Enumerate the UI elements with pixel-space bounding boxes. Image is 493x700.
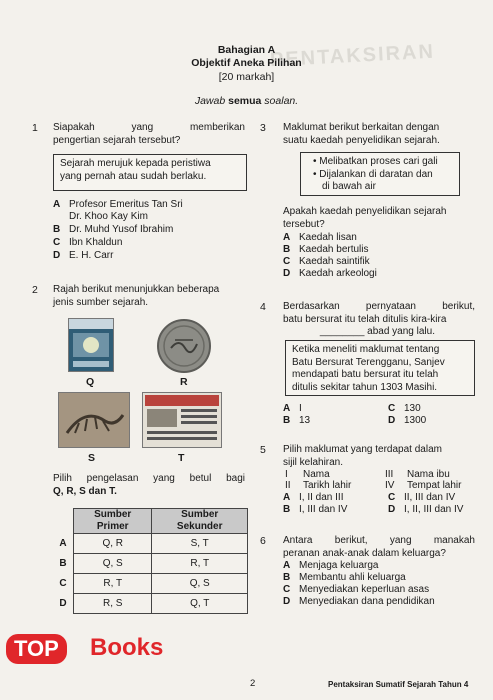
q3-option-c[interactable]: C Kaedah saintifik [283,256,370,267]
q5-item-1: I Nama [285,469,330,480]
q6-option-b[interactable]: B Membantu ahli keluarga [283,572,406,583]
section-subtitle: Objektif Aneka Pilihan [191,57,302,69]
q1-option-c[interactable]: C Ibn Khaldun [53,237,123,248]
q3-text: Maklumat berikut berkaitan dengan suatu kaedah penyelidikan sejarah. [283,122,440,146]
label-t: T [178,452,185,464]
q1-text: Siapakah yang memberikan pengertian sejarah tersebut? [53,122,245,146]
q2-text: Rajah berikut menunjukkan beberapa jenis sumber sejarah. [53,284,220,308]
table-row-a[interactable]: A Q, R S, T [53,534,248,554]
q5-item-4: IV Tempat lahir [385,480,462,491]
instruction: Jawab semua soalan. [194,95,299,107]
source-image-r [155,318,213,374]
q3-option-b[interactable]: B Kaedah bertulis [283,244,369,255]
q6-option-c[interactable]: C Menyediakan keperluan asas [283,584,430,595]
q4-text: Berdasarkan pernyataan berikut, batu bersurat itu telah ditulis kira-kira ________ abad yang lalu. [283,301,475,337]
q5-number: 5 [260,444,266,456]
q5-option-c[interactable]: C II, III dan IV [388,492,456,503]
q6-number: 6 [260,535,266,547]
section-title: Bahagian A [217,44,276,56]
q1-number: 1 [32,122,38,134]
q1-option-b[interactable]: B Dr. Muhd Yusof Ibrahim [53,224,174,235]
magazine-icon [69,319,113,371]
q4-option-a[interactable]: A I [283,403,302,414]
q5-item-2: II Tarikh lahir [285,480,352,491]
newspaper-icon [143,393,221,447]
q6-text: Antara berikut, yang manakah peranan anak-anak dalam keluarga? [283,535,475,559]
q1-box: Sejarah merujuk kepada peristiwa yang pernah atau sudah berlaku. [53,154,247,191]
topbooks-logo-top: TOP [6,634,67,664]
q1-option-a[interactable]: A Profesor Emeritus Tan Sri [53,199,183,210]
col-header-primer: Sumber Primer [74,509,152,534]
q4-option-d[interactable]: D 1300 [388,415,427,426]
section-marks: [20 markah] [218,71,275,83]
watermark: PENTAKSIRAN [269,40,436,72]
q3-prompt: Apakah kaedah penyelidikan sejarah tersebut? [283,206,447,230]
q2-number: 2 [32,284,38,296]
q4-number: 4 [260,301,266,313]
topbooks-logo-books: Books [90,634,164,661]
q5-option-d[interactable]: D I, II, III dan IV [388,504,464,515]
label-r: R [180,376,188,388]
page-number: 2 [250,678,256,689]
table-row-b[interactable]: B Q, S R, T [53,554,248,574]
q3-box: • Melibatkan proses cari gali • Dijalankan di daratan dan di bawah air [300,152,460,196]
label-q: Q [86,376,95,388]
table-row-c[interactable]: C R, T Q, S [53,574,248,594]
label-s: S [88,452,96,464]
col-header-sekunder: Sumber Sekunder [152,509,248,534]
q1-option-a-cont: Dr. Khoo Kay Kim [69,211,148,222]
q3-number: 3 [260,122,266,134]
q5-option-a[interactable]: A I, II dan III [283,492,344,503]
source-image-s [58,392,130,448]
q4-box: Ketika meneliti maklumat tentang Batu Bersurat Terengganu, Sanjev mendapati batu bersurat itu telah ditulis sekitar tahun 1303 Masihi. [285,340,475,396]
q4-option-b[interactable]: B 13 [283,415,311,426]
book-title: Pentaksiran Sumatif Sejarah Tahun 4 [328,680,469,689]
fossil-icon [59,393,129,447]
q3-option-d[interactable]: D Kaedah arkeologi [283,268,377,279]
q5-text: Pilih maklumat yang terdapat dalam sijil kelahiran. [283,444,442,468]
q5-option-b[interactable]: B I, III dan IV [283,504,348,515]
q4-option-c[interactable]: C 130 [388,403,421,414]
source-image-q [68,318,114,372]
q5-item-3: III Nama ibu [385,469,450,480]
coin-icon [155,318,213,374]
q6-option-d[interactable]: D Menyediakan dana pendidikan [283,596,435,607]
q2-answer-table [53,508,248,614]
q6-option-a[interactable]: A Menjaga keluarga [283,560,379,571]
q3-option-a[interactable]: A Kaedah lisan [283,232,357,243]
q1-option-d[interactable]: D E. H. Carr [53,250,114,261]
q2-prompt: Pilih pengelasan yang betul bagi Q, R, S dan T. [53,473,245,497]
source-image-t [142,392,222,448]
table-row-d[interactable]: D R, S Q, T [53,594,248,614]
